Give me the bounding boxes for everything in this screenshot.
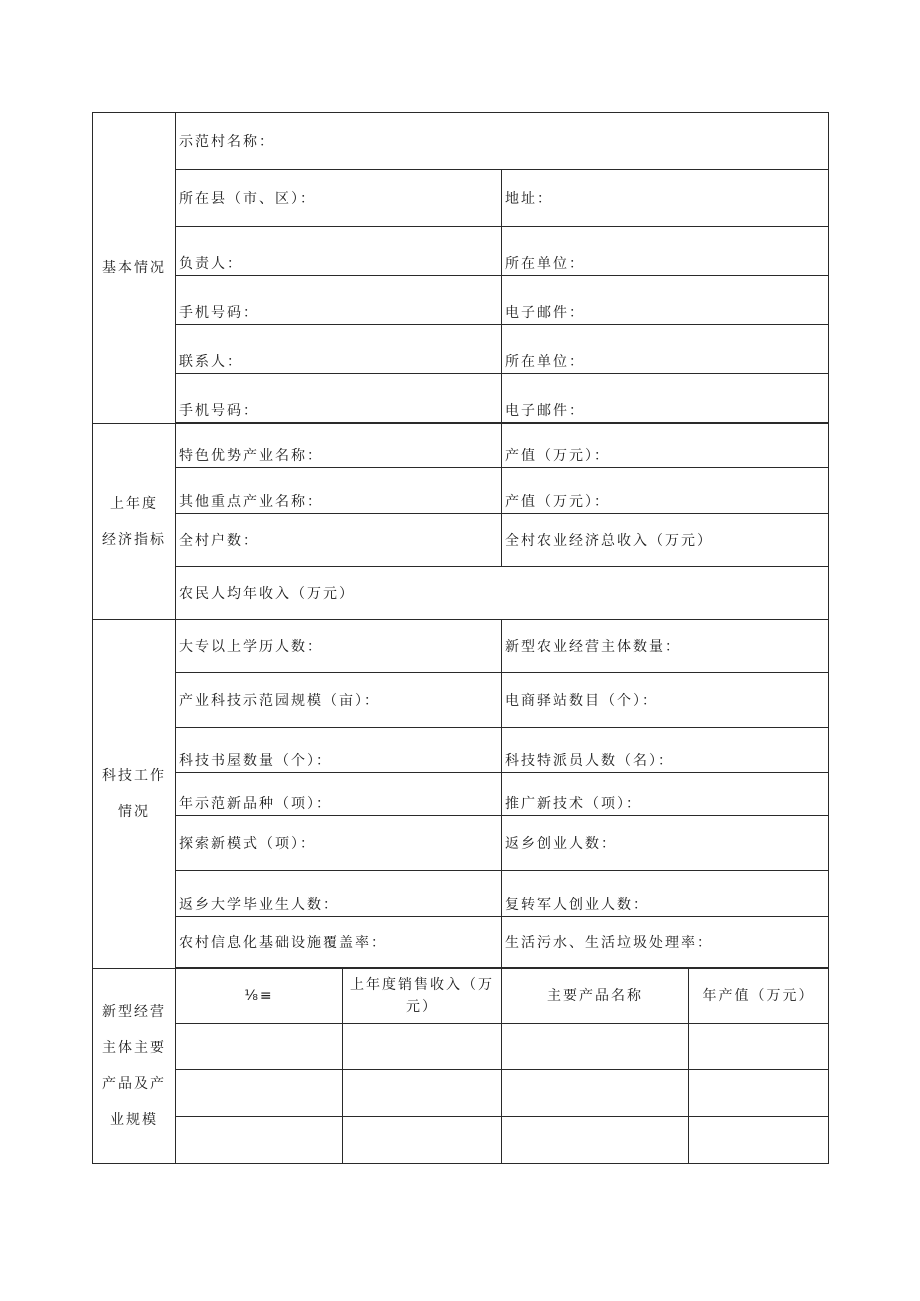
village-name-field[interactable]: 示范村名称： (176, 113, 829, 170)
address-field[interactable]: 地址： (502, 170, 829, 227)
per-capita-income-field[interactable]: 农民人均年收入（万元） (176, 567, 829, 620)
col-header-sales: 上年度销售收入（万元） (343, 969, 502, 1024)
section-tech-work: 科技工作 情况 (93, 620, 176, 969)
new-varieties-field[interactable]: 年示范新品种（项）： (176, 773, 502, 816)
contact-email-field[interactable]: 电子邮件： (502, 374, 829, 423)
info-coverage-field[interactable]: 农村信息化基础设施覆盖率： (176, 917, 502, 968)
ecommerce-stations-field[interactable]: 电商驿站数目（个）： (502, 673, 829, 728)
book-houses-field[interactable]: 科技书屋数量（个）： (176, 728, 502, 773)
entity-name-cell[interactable] (176, 1070, 343, 1117)
contact-phone-field[interactable]: 手机号码： (176, 374, 502, 423)
entity-name-cell[interactable] (176, 1024, 343, 1070)
college-count-field[interactable]: 大专以上学历人数： (176, 620, 502, 673)
section-basic-info: 基本情况 (93, 113, 176, 424)
new-techniques-field[interactable]: 推广新技术（项）： (502, 773, 829, 816)
other-output-field[interactable]: 产值（万元）： (502, 468, 829, 514)
featured-industry-field[interactable]: 特色优势产业名称： (176, 424, 502, 468)
section-economy: 上年度 经济指标 (93, 424, 176, 620)
entity-products-cell[interactable] (502, 1024, 689, 1070)
returnee-graduates-field[interactable]: 返乡大学毕业生人数： (176, 871, 502, 917)
leader-field[interactable]: 负责人： (176, 227, 502, 276)
contact-unit-field[interactable]: 所在单位： (502, 325, 829, 374)
section-business-entities: 新型经营 主体主要 产品及产 业规模 (93, 969, 176, 1164)
veteran-entrepreneurs-field[interactable]: 复转军人创业人数： (502, 871, 829, 917)
entity-products-cell[interactable] (502, 1117, 689, 1164)
county-field[interactable]: 所在县（市、区）： (176, 170, 502, 227)
entity-sales-cell[interactable] (343, 1070, 502, 1117)
application-form (92, 112, 829, 1164)
waste-treatment-field[interactable]: 生活污水、生活垃圾处理率： (502, 917, 829, 968)
returnee-entrepreneurs-field[interactable]: 返乡创业人数： (502, 816, 829, 871)
entity-sales-cell[interactable] (343, 1024, 502, 1070)
col-header-output: 年产值（万元） (689, 969, 829, 1024)
table-row (93, 1070, 829, 1117)
households-field[interactable]: 全村户数： (176, 514, 502, 567)
new-models-field[interactable]: 探索新模式（项）： (176, 816, 502, 871)
entity-products-cell[interactable] (502, 1070, 689, 1117)
col-header-products: 主要产品名称 (502, 969, 689, 1024)
table-row (93, 1024, 829, 1070)
entity-output-cell[interactable] (689, 1070, 829, 1117)
contact-field[interactable]: 联系人： (176, 325, 502, 374)
entity-output-cell[interactable] (689, 1024, 829, 1070)
col-header-name: ⅛≡ (176, 969, 343, 1024)
other-industry-field[interactable]: 其他重点产业名称： (176, 468, 502, 514)
tech-commissioners-field[interactable]: 科技特派员人数（名）： (502, 728, 829, 773)
new-entities-field[interactable]: 新型农业经营主体数量： (502, 620, 829, 673)
park-scale-field[interactable]: 产业科技示范园规模（亩）： (176, 673, 502, 728)
entity-output-cell[interactable] (689, 1117, 829, 1164)
leader-unit-field[interactable]: 所在单位： (502, 227, 829, 276)
featured-output-field[interactable]: 产值（万元）： (502, 424, 829, 468)
table-row (93, 1117, 829, 1164)
leader-phone-field[interactable]: 手机号码： (176, 276, 502, 325)
leader-email-field[interactable]: 电子邮件： (502, 276, 829, 325)
entity-sales-cell[interactable] (343, 1117, 502, 1164)
entity-name-cell[interactable] (176, 1117, 343, 1164)
total-income-field[interactable]: 全村农业经济总收入（万元） (502, 514, 829, 567)
